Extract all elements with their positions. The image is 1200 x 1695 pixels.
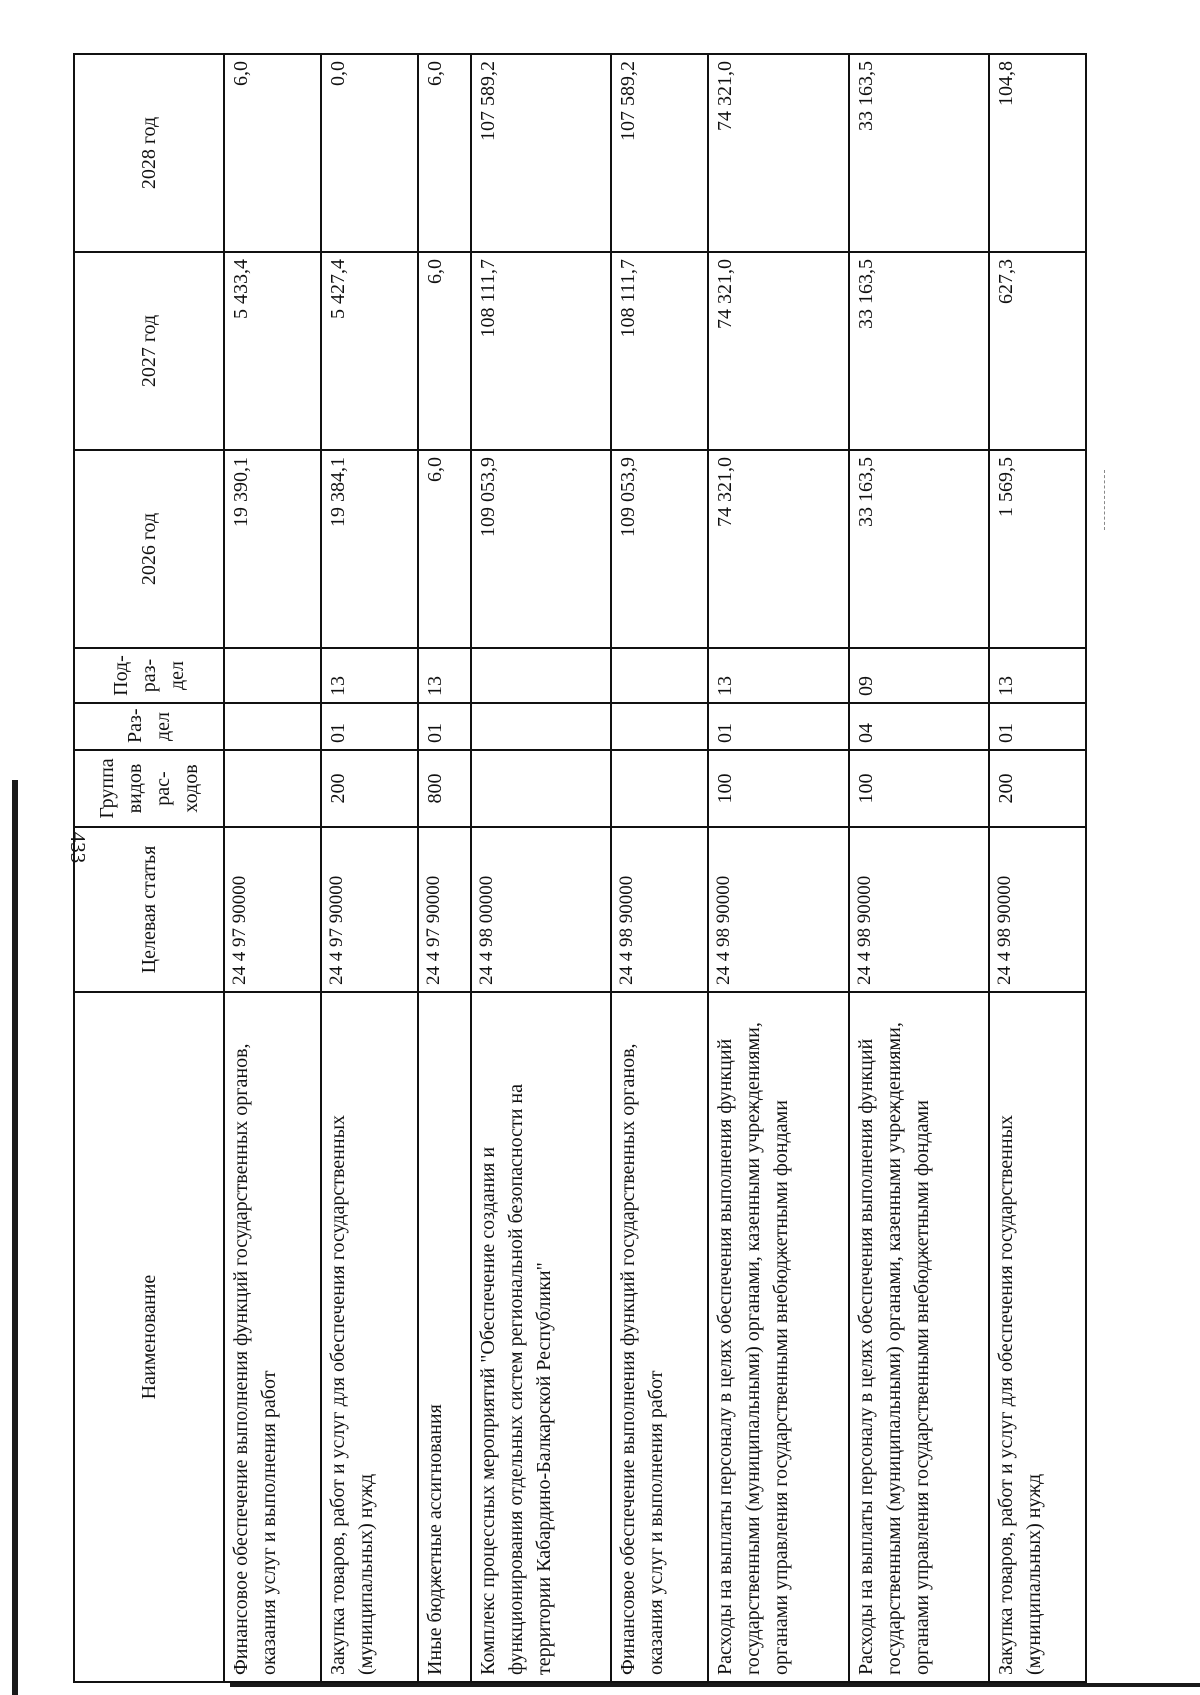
cell-target-article: 24 4 98 00000 <box>471 827 612 992</box>
cell-year-2027: 6,0 <box>418 252 471 450</box>
cell-subsection: 13 <box>708 648 849 703</box>
cell-subsection: 13 <box>418 648 471 703</box>
cell-year-2026: 109 053,9 <box>471 450 612 648</box>
header-year-2028: 2028 год <box>74 54 224 252</box>
cell-expense-group: 200 <box>321 750 418 827</box>
cell-expense-group <box>471 750 612 827</box>
cell-target-article: 24 4 98 90000 <box>611 827 708 992</box>
cell-section <box>224 703 321 750</box>
cell-year-2028: 33 163,5 <box>849 54 990 252</box>
cell-name: Финансовое обеспечение выполнения функций государственных органов, оказания услуг и выполнения работ <box>224 992 321 1682</box>
cell-year-2028: 6,0 <box>224 54 321 252</box>
cell-name: Иные бюджетные ассигнования <box>418 992 471 1682</box>
cell-expense-group: 100 <box>708 750 849 827</box>
cell-expense-group: 200 <box>989 750 1086 827</box>
cell-year-2028: 107 589,2 <box>471 54 612 252</box>
cell-section: 01 <box>321 703 418 750</box>
cell-target-article: 24 4 98 90000 <box>849 827 990 992</box>
header-year-2027: 2027 год <box>74 252 224 450</box>
header-target-article: Целевая статья <box>74 827 224 992</box>
cell-year-2027: 627,3 <box>989 252 1086 450</box>
cell-subsection <box>471 648 612 703</box>
cell-year-2027: 5 427,4 <box>321 252 418 450</box>
cell-expense-group: 800 <box>418 750 471 827</box>
header-section: Раз-дел <box>74 703 224 750</box>
cell-target-article: 24 4 98 90000 <box>989 827 1086 992</box>
header-expense-group: Группа видов рас-ходов <box>74 750 224 827</box>
cell-year-2028: 0,0 <box>321 54 418 252</box>
cell-name: Финансовое обеспечение выполнения функций государственных органов, оказания услуг и выполнения работ <box>611 992 708 1682</box>
cell-year-2026: 74 321,0 <box>708 450 849 648</box>
cell-year-2027: 5 433,4 <box>224 252 321 450</box>
cell-subsection <box>224 648 321 703</box>
table-row <box>611 54 708 1682</box>
table-row <box>418 54 471 1682</box>
cell-subsection: 09 <box>849 648 990 703</box>
cell-year-2026: 6,0 <box>418 450 471 648</box>
cell-expense-group <box>611 750 708 827</box>
cell-subsection <box>611 648 708 703</box>
table-header-row <box>74 54 224 1682</box>
table-row <box>224 54 321 1682</box>
cell-name: Расходы на выплаты персоналу в целях обеспечения выполнения функций государственными (муниципальными) органами, казенными учреждениями, органами управления государственными внебюджетными фондами <box>708 992 849 1682</box>
cell-section: 01 <box>989 703 1086 750</box>
table-row <box>321 54 418 1682</box>
cell-year-2028: 104,8 <box>989 54 1086 252</box>
cell-subsection: 13 <box>989 648 1086 703</box>
cell-expense-group: 100 <box>849 750 990 827</box>
cell-year-2027: 108 111,7 <box>471 252 612 450</box>
cell-section: 01 <box>418 703 471 750</box>
cell-target-article: 24 4 97 90000 <box>321 827 418 992</box>
cell-year-2027: 33 163,5 <box>849 252 990 450</box>
cell-year-2026: 109 053,9 <box>611 450 708 648</box>
cell-section <box>471 703 612 750</box>
table-body <box>224 54 1086 1682</box>
cell-target-article: 24 4 97 90000 <box>224 827 321 992</box>
cell-name: Расходы на выплаты персоналу в целях обеспечения выполнения функций государственными (муниципальными) органами, казенными учреждениями, органами управления государственными внебюджетными фондами <box>849 992 990 1682</box>
cell-year-2026: 19 390,1 <box>224 450 321 648</box>
header-subsection: Под-раз-дел <box>74 648 224 703</box>
cell-year-2026: 1 569,5 <box>989 450 1086 648</box>
cell-section: 01 <box>708 703 849 750</box>
cell-expense-group <box>224 750 321 827</box>
cell-year-2026: 33 163,5 <box>849 450 990 648</box>
cell-year-2028: 107 589,2 <box>611 54 708 252</box>
page-number: 433 <box>66 831 90 864</box>
cell-section <box>611 703 708 750</box>
cell-section: 04 <box>849 703 990 750</box>
table-row <box>471 54 612 1682</box>
cell-name: Комплекс процессных мероприятий "Обеспечение создания и функционирования отдельных систем региональной безопасности на территории Кабардино-Балкарской Республики" <box>471 992 612 1682</box>
header-year-2026: 2026 год <box>74 450 224 648</box>
table-row <box>708 54 849 1682</box>
cell-name: Закупка товаров, работ и услуг для обеспечения государственных (муниципальных) нужд <box>989 992 1086 1682</box>
cell-name: Закупка товаров, работ и услуг для обеспечения государственных (муниципальных) нужд <box>321 992 418 1682</box>
cell-subsection: 13 <box>321 648 418 703</box>
budget-table <box>73 53 1087 1683</box>
cell-year-2027: 74 321,0 <box>708 252 849 450</box>
cell-year-2027: 108 111,7 <box>611 252 708 450</box>
table-row <box>989 54 1086 1682</box>
header-name: Наименование <box>74 992 224 1682</box>
table-row <box>849 54 990 1682</box>
cell-year-2028: 74 321,0 <box>708 54 849 252</box>
cell-target-article: 24 4 98 90000 <box>708 827 849 992</box>
cell-year-2028: 6,0 <box>418 54 471 252</box>
cell-year-2026: 19 384,1 <box>321 450 418 648</box>
cell-target-article: 24 4 97 90000 <box>418 827 471 992</box>
